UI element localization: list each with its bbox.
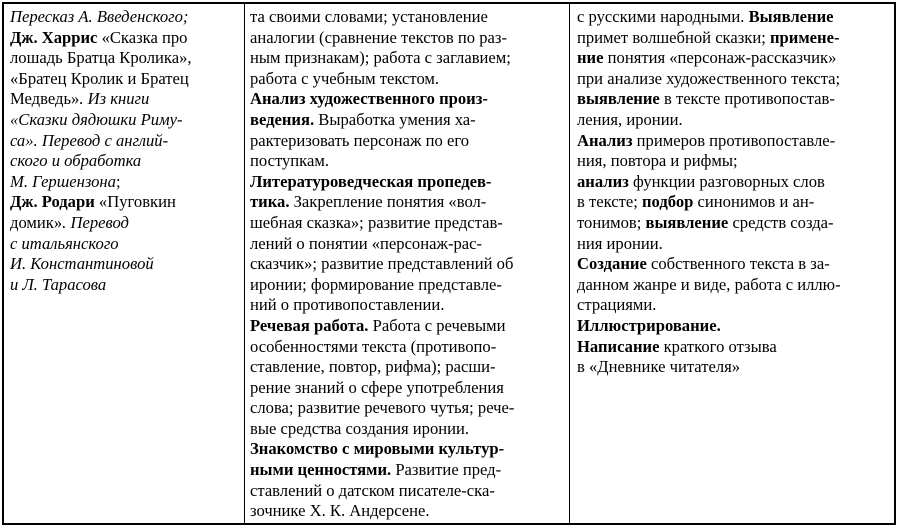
text-line <box>577 110 890 131</box>
bold-text-run: Дж. Родари <box>10 192 95 212</box>
text-line <box>250 131 565 152</box>
text-line <box>577 48 890 69</box>
text-run: в тексте; <box>577 192 642 212</box>
text-run: ний о противопоставлении. <box>250 295 445 315</box>
text-run: понятия «персонаж-рассказчик» <box>603 48 837 68</box>
text-line <box>577 337 890 358</box>
text-run: ния иронии. <box>577 233 663 253</box>
text-line <box>250 192 565 213</box>
text-run: слова; развитие речевого чутья; рече- <box>250 398 515 418</box>
text-line <box>577 69 890 90</box>
table-cell-content <box>245 4 570 523</box>
text-line <box>577 357 890 378</box>
text-run: примеров противопоставле- <box>632 130 836 150</box>
text-line <box>10 275 240 296</box>
text-run: Выработка умения ха- <box>314 109 476 129</box>
text-line <box>577 275 890 296</box>
table-cell-activities <box>570 4 894 523</box>
italic-text-run: . Из книги <box>79 89 150 109</box>
text-run: ным признакам); работа с заглавием; <box>250 48 511 68</box>
bold-text-run: примене- <box>770 27 840 47</box>
text-line <box>250 295 565 316</box>
text-run: примет волшебной сказки; <box>577 27 770 47</box>
text-line <box>10 48 240 69</box>
text-run: страциями. <box>577 295 657 315</box>
text-run: та своими словами; установление <box>250 7 488 26</box>
text-line <box>250 501 565 522</box>
text-run: особенностями текста (противопо- <box>250 336 497 356</box>
text-line <box>250 213 565 234</box>
text-line <box>250 481 565 502</box>
bold-text-run: Создание <box>577 254 647 274</box>
bold-text-run: выявление <box>577 89 660 109</box>
text-run: средств созда- <box>728 212 834 232</box>
bold-text-run: Написание <box>577 336 660 356</box>
curriculum-table <box>2 2 896 525</box>
text-run: краткого отзыва <box>659 336 777 356</box>
bold-text-run: Знакомство с мировыми культур- <box>250 439 505 459</box>
italic-text-run: ского и обработка <box>10 151 142 171</box>
text-run: ления, иронии. <box>577 109 683 129</box>
text-line <box>250 7 565 28</box>
text-line <box>10 131 240 152</box>
text-run: ния, повтора и рифмы; <box>577 151 738 171</box>
text-run: в тексте противопостав- <box>659 89 835 109</box>
text-line <box>250 460 565 481</box>
text-run: Развитие пред- <box>391 460 502 480</box>
bold-text-run: Дж. Харрис <box>10 27 98 47</box>
text-run: «Братец Кролик и Братец <box>10 68 189 88</box>
bold-text-run: Выявление <box>748 7 834 26</box>
text-line <box>250 254 565 275</box>
text-run: ; <box>115 171 121 191</box>
text-line <box>250 48 565 69</box>
text-line <box>10 89 240 110</box>
text-run: иронии; формирование представле- <box>250 274 502 294</box>
text-line <box>10 192 240 213</box>
text-line <box>577 295 890 316</box>
italic-text-run: с итальянского <box>10 233 119 253</box>
text-line <box>250 419 565 440</box>
text-line <box>10 234 240 255</box>
bold-text-run: Литературоведческая пропедев- <box>250 171 492 191</box>
text-line <box>577 254 890 275</box>
text-run: «Сказка про <box>97 27 188 47</box>
text-line <box>250 275 565 296</box>
text-run: функции разговорных слов <box>628 171 825 191</box>
text-line <box>250 378 565 399</box>
text-run: при анализе художественного текста; <box>577 68 841 88</box>
text-line <box>577 89 890 110</box>
bold-text-run: выявление <box>645 212 729 232</box>
bold-text-run: подбор <box>642 192 694 212</box>
bold-text-run: Иллюстрирование. <box>577 315 721 335</box>
italic-text-run: И. Константиновой <box>10 254 154 274</box>
text-line <box>250 151 565 172</box>
italic-text-run: «Сказки дядюшки Риму- <box>10 109 183 129</box>
text-line <box>577 131 890 152</box>
text-line <box>250 172 565 193</box>
bold-text-run: ведения. <box>250 109 315 129</box>
bold-text-run: Анализ <box>577 130 633 150</box>
text-line <box>250 398 565 419</box>
text-line <box>250 28 565 49</box>
text-run: «Пуговкин <box>94 192 176 212</box>
text-run: шебная сказка»; развитие представ- <box>250 212 503 232</box>
text-line <box>577 234 890 255</box>
text-run: синонимов и ан- <box>693 192 815 212</box>
text-line <box>10 110 240 131</box>
text-run: рактеризовать персонаж по его <box>250 130 470 150</box>
text-run: собственного текста в за- <box>646 254 830 274</box>
text-run: сказчик»; развитие представлений об <box>250 254 514 274</box>
text-line <box>577 28 890 49</box>
text-line <box>577 7 890 28</box>
text-line <box>250 234 565 255</box>
text-run: вые средства создания иронии. <box>250 418 470 438</box>
table-cell-works <box>4 4 245 523</box>
text-run: ставление, повтор, рифма); расши- <box>250 357 496 377</box>
text-run: Работа с речевыми <box>368 315 506 335</box>
text-run: данном жанре и виде, работа с иллю- <box>577 274 841 294</box>
bold-text-run: анализ <box>577 171 629 191</box>
text-run: домик» <box>10 212 63 232</box>
text-line <box>250 69 565 90</box>
text-run: работа с учебным текстом. <box>250 68 440 88</box>
text-run: лошадь Братца Кролика», <box>10 48 192 68</box>
bold-text-run: Анализ художественного произ- <box>250 89 488 109</box>
bold-text-run: ными ценностями. <box>250 460 392 480</box>
text-line <box>10 151 240 172</box>
text-run: лений о понятии «персонаж-рас- <box>250 233 483 253</box>
text-line <box>250 439 565 460</box>
text-line <box>577 316 890 337</box>
text-line <box>10 213 240 234</box>
italic-text-run: . Перевод <box>62 212 129 232</box>
text-line <box>10 254 240 275</box>
bold-text-run: Речевая работа. <box>250 315 369 335</box>
text-run: Медведь» <box>10 89 80 109</box>
bold-text-run: тика. <box>250 192 290 212</box>
text-run: Закрепление понятия «вол- <box>289 192 487 212</box>
text-line <box>577 192 890 213</box>
text-line <box>10 69 240 90</box>
text-line <box>10 172 240 193</box>
text-line <box>250 357 565 378</box>
text-line <box>250 110 565 131</box>
italic-text-run: Пересказ А. Введенского; <box>10 7 189 26</box>
italic-text-run: и Л. Тарасова <box>10 274 107 294</box>
text-run: в «Дневнике читателя» <box>577 357 741 377</box>
text-run: аналогии (сравнение текстов по раз- <box>250 27 507 47</box>
text-run: рение знаний о сфере употребления <box>250 377 504 397</box>
text-line <box>250 337 565 358</box>
text-line <box>577 151 890 172</box>
text-line <box>250 89 565 110</box>
text-run: ставлений о датском писателе-ска- <box>250 480 495 500</box>
bold-text-run: ние <box>577 48 604 68</box>
text-line <box>577 213 890 234</box>
italic-text-run: са». Перевод с англий- <box>10 130 169 150</box>
text-run: с русскими народными. <box>577 7 749 26</box>
italic-text-run: М. Гершензона <box>10 171 116 191</box>
text-line <box>250 316 565 337</box>
text-line <box>577 172 890 193</box>
text-run: зочнике Х. К. Андерсене. <box>250 501 430 521</box>
text-line <box>10 28 240 49</box>
text-run: тонимов; <box>577 212 646 232</box>
text-line <box>10 7 240 28</box>
text-run: поступкам. <box>250 151 329 171</box>
